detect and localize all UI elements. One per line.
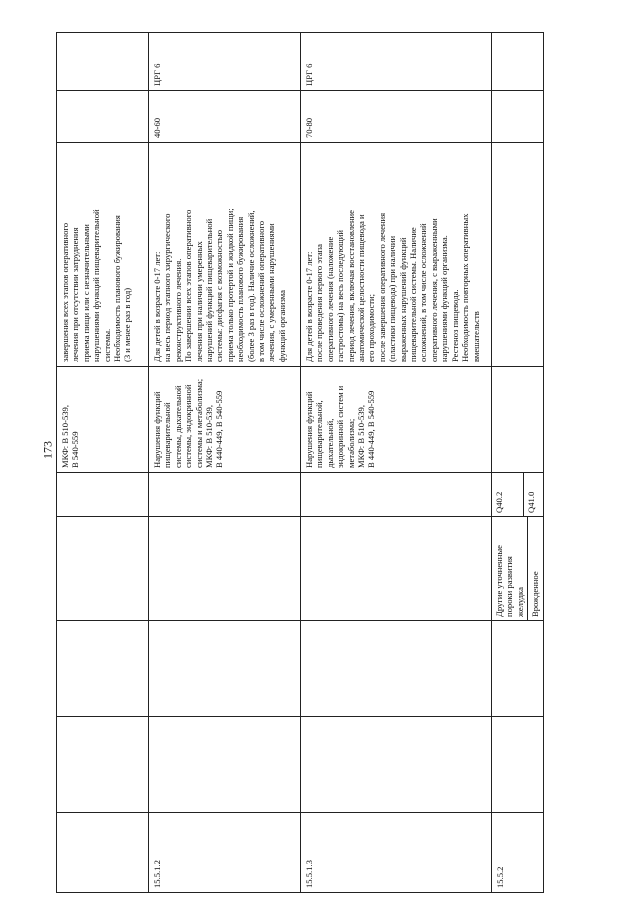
model-cell [149, 517, 301, 621]
disease-subcell: Другие уточненные пороки развития желудка [494, 545, 525, 617]
disease-cell [57, 473, 149, 517]
icd-cell [492, 621, 544, 717]
diagnosis-cell [492, 717, 544, 813]
percent-cell: 70-80 [301, 91, 492, 143]
model-cell [301, 517, 492, 621]
row-code-cell: 15.5.1.2 [149, 813, 301, 893]
icd-subcell: Q41.0 [523, 473, 543, 516]
percent-cell: 40-60 [149, 91, 301, 143]
percent-cell [57, 91, 149, 143]
icd-cell [57, 621, 149, 717]
note-cell [57, 33, 149, 91]
note-cell: ЦРГ 6 [149, 33, 301, 91]
diagnosis-cell [149, 717, 301, 813]
disease-subcell: Врожденное [528, 517, 543, 620]
diagnosis-cell [57, 717, 149, 813]
criteria-cell: Для детей в возрасте 0-17 лет: после проведения первого этапа оперативного лечения (наложение гастростомы) на весь последующий период лечения, включая восстановление анатомической целостности пищевода и его проходимости; после завершения оперативного лечения (пластики пищевода) при наличии выраженных нарушений функций пищеварительной системы. Наличие осложнений, в том числе осложнений оперативного лечения, с выраженными нарушениями функций организма. Рестеноз пищевода. Необходимость повторных оперативных вмешательств [301, 143, 492, 367]
criteria-cell: завершения всех этапов оперативного лечения при отсутствии затруднения приема пищи или с незначительными нарушениями функций пищеварительной системы. Необходимость планового бужирования (3 и менее раз в год) [57, 143, 149, 367]
condition-cell: МКФ: В 510-539, В 540-559 [57, 367, 149, 473]
table-row [149, 33, 301, 893]
criteria-cell: Для детей в возрасте 0-17 лет: на весь период этапного хирургического реконструктивного лечения. По завершении всех этапов оперативного лечения при наличии умеренных нарушений функций пищеварительной системы: дисфагия с возможностью приема только протертой и жидкой пищи; необходимость планового бужирования (более 3 раз в год). Наличие осложнений, в том числе осложнений оперативного лечения, с умеренными нарушениями функций организма [149, 143, 301, 367]
disease-subtable [492, 517, 543, 620]
disease-icd-cell [492, 473, 544, 517]
row-code-cell: 15.5.2 [492, 813, 544, 893]
row-code-cell [57, 813, 149, 893]
icd-cell [301, 621, 492, 717]
row-code-cell: 15.5.1.3 [301, 813, 492, 893]
table-row [57, 33, 149, 893]
condition-cell: Нарушения функций пищеварительной, дыхательной, эндокринной систем и метаболизма; МКФ: В 510-539, В 440-449, В 540-559 [301, 367, 492, 473]
disease-cell [301, 473, 492, 517]
table-container [56, 33, 542, 893]
disease-cell [149, 473, 301, 517]
note-cell [492, 33, 544, 91]
criteria-cell [492, 143, 544, 367]
diagnosis-cell [301, 717, 492, 813]
icd-subcell: Q40.2 [494, 491, 504, 513]
condition-cell: Нарушения функций пищеварительной системы, дыхательной системы, эндокринной системы и метаболизма; МКФ: В 510-539, В 440-449, В 540-559 [149, 367, 301, 473]
disease-cell [492, 517, 544, 621]
table-row [301, 33, 492, 893]
criteria-table [56, 32, 544, 893]
icd-cell [149, 621, 301, 717]
table-row [492, 33, 544, 893]
icd-subtable [492, 473, 543, 516]
percent-cell [492, 91, 544, 143]
condition-cell [492, 367, 544, 473]
page-number-text: 173 [40, 441, 55, 459]
model-cell [57, 517, 149, 621]
note-cell: ЦРГ 6 [301, 33, 492, 91]
